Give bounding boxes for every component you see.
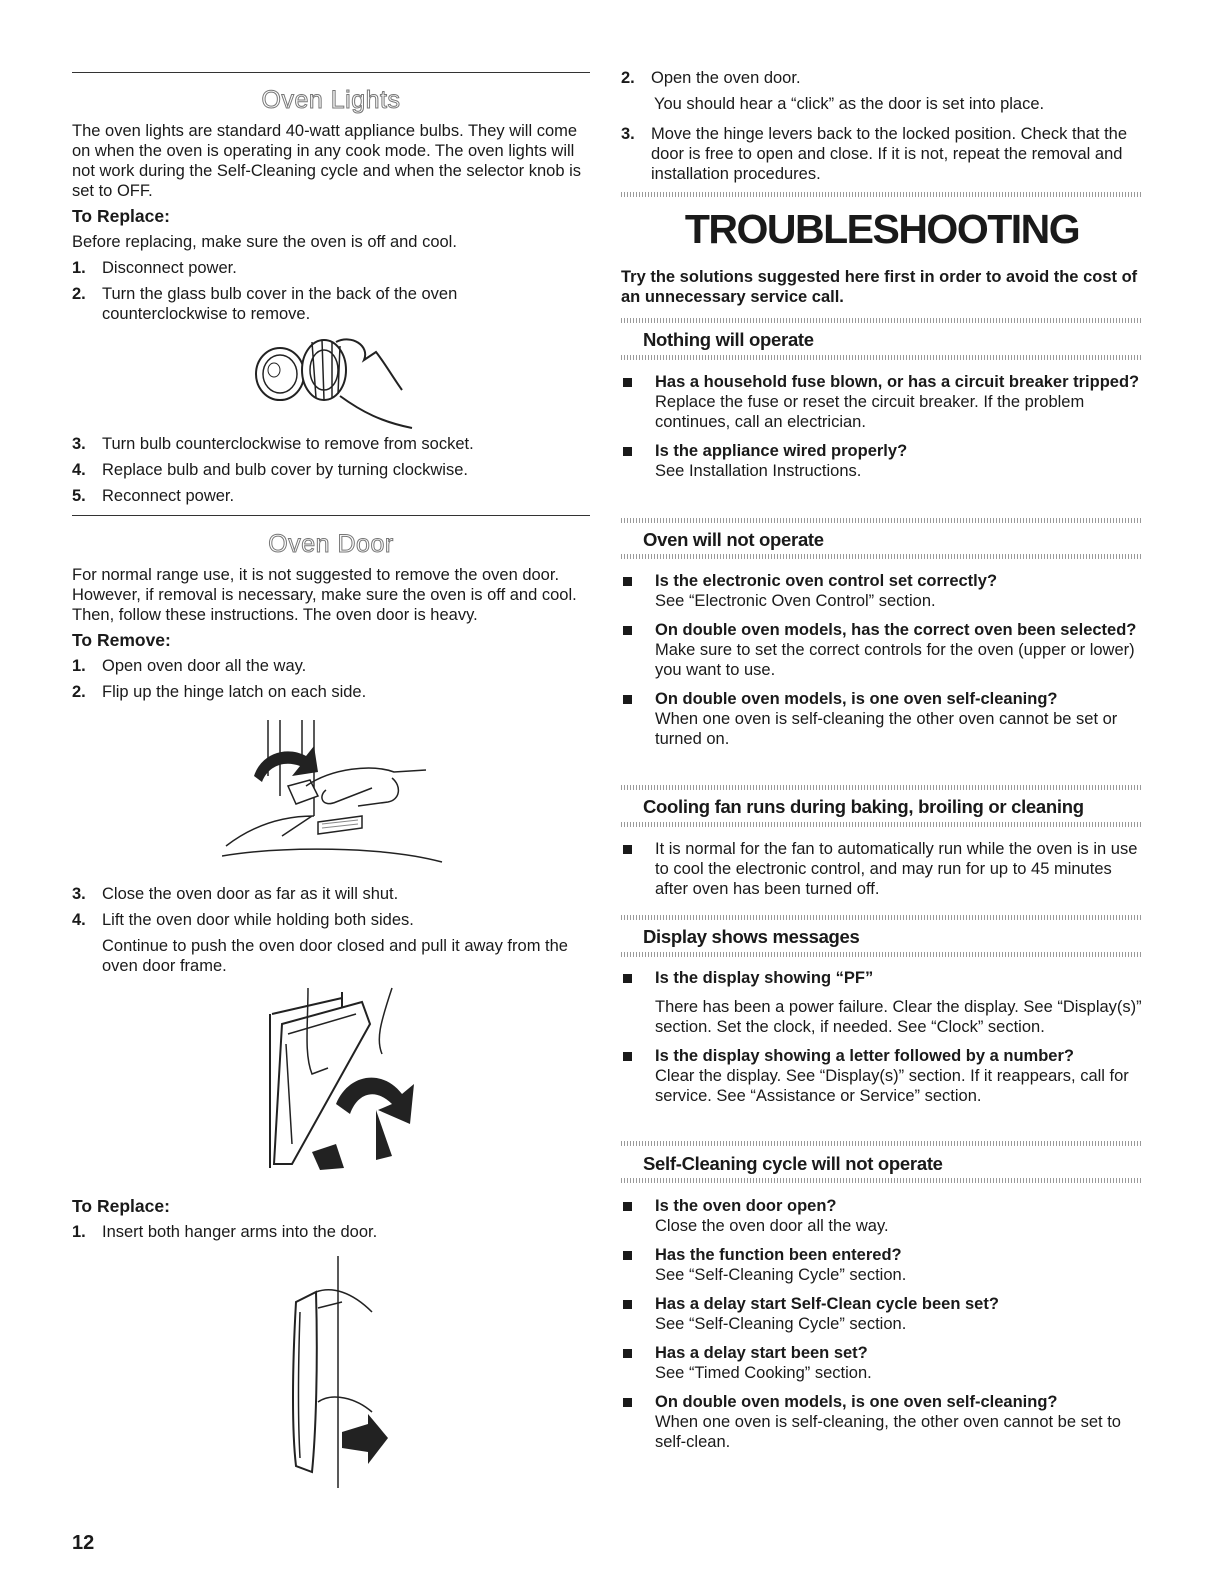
category-title: Cooling fan runs during baking, broiling or cleaning <box>643 796 1084 817</box>
door-replace-steps-cont <box>621 68 1143 88</box>
oven-lights-title: Oven Lights <box>261 86 401 114</box>
oven-door-intro: For normal range use, it is not suggested to remove the oven door. However, if removal is necessary, make sure the oven is off and cool. Then, follow these instructions. The oven door is heavy. <box>72 566 577 624</box>
list-item: On double oven models, has the correct oven been selected? Make sure to set the correct controls for the oven (upper or lower) you want to use. <box>621 620 1143 680</box>
list-item: Has a delay start Self-Clean cycle been set? See “Self-Cleaning Cycle” section. <box>621 1294 1143 1334</box>
bullet-icon <box>623 845 632 854</box>
bullet-icon <box>623 695 632 704</box>
bullet-icon <box>623 1202 632 1211</box>
list-item: Has the function been entered? See “Self-Cleaning Cycle” section. <box>621 1245 1143 1285</box>
hatch-divider <box>621 785 1143 790</box>
hanger-arm-illustration <box>272 1252 392 1492</box>
list-item: 1. Insert both hanger arms into the door. <box>72 1223 378 1241</box>
list-item: On double oven models, is one oven self-cleaning? When one oven is self-cleaning, the other oven cannot be set to self-clean. <box>621 1392 1143 1452</box>
category-items <box>621 968 1143 1115</box>
oven-door-title: Oven Door <box>268 530 394 558</box>
hatch-divider <box>621 355 1143 360</box>
troubleshooting-intro: Try the solutions suggested here first in order to avoid the cost of an unnecessary service call. <box>621 268 1138 306</box>
category-title: Nothing will operate <box>643 329 814 350</box>
lights-steps-b <box>72 434 590 506</box>
list-item: 1. Disconnect power. <box>72 259 237 277</box>
hatch-divider <box>621 822 1143 827</box>
list-item: 2. Flip up the hinge latch on each side. <box>72 683 367 701</box>
bullet-icon <box>623 1251 632 1260</box>
list-item: 2. Turn the glass bulb cover in the back of the oven counterclockwise to remove. <box>72 285 458 323</box>
lights-replace-heading: To Replace: <box>72 206 170 226</box>
list-item: 2. Open the oven door. <box>621 69 801 87</box>
bullet-icon <box>623 447 632 456</box>
hatch-divider <box>621 518 1143 523</box>
bullet-icon <box>623 974 632 983</box>
hatch-divider <box>621 318 1143 323</box>
door-lift-illustration <box>252 984 422 1174</box>
door-replace-steps <box>72 1222 590 1242</box>
list-item: Has a delay start been set? See “Timed Cooking” section. <box>621 1343 1143 1383</box>
bullet-icon <box>623 1398 632 1407</box>
door-remove-steps-a <box>72 656 590 702</box>
category-items <box>621 571 1143 758</box>
door-remove-steps-b <box>72 884 590 930</box>
category-title: Display shows messages <box>643 926 860 947</box>
hatch-divider <box>621 554 1143 559</box>
list-item: Is the oven door open? Close the oven door all the way. <box>621 1196 1143 1236</box>
list-item: Is the appliance wired properly? See Installation Instructions. <box>621 441 1143 481</box>
section-divider <box>72 515 590 516</box>
door-remove-note: Continue to push the oven door closed and pull it away from the oven door frame. <box>102 937 568 975</box>
door-replace-heading: To Replace: <box>72 1196 170 1216</box>
list-item: It is normal for the fan to automatically run while the oven is in use to cool the electronic control, and may run for up to 45 minutes after oven has been turned off. <box>621 839 1143 899</box>
category-items <box>621 839 1143 908</box>
list-item: Is the display showing “PF” There has been a power failure. Clear the display. See “Display(s)” section. Set the clock, if needed. See “Clock” section. <box>621 968 1143 1037</box>
lights-steps-a <box>72 258 502 324</box>
bullet-icon <box>623 577 632 586</box>
bullet-icon <box>623 1052 632 1061</box>
list-item: 1. Open oven door all the way. <box>72 657 307 675</box>
list-item: 3. Close the oven door as far as it will shut. <box>72 885 399 903</box>
door-remove-heading: To Remove: <box>72 630 171 650</box>
bullet-icon <box>623 1300 632 1309</box>
bullet-icon <box>623 626 632 635</box>
list-item: Is the display showing a letter followed by a number? Clear the display. See “Display(s)” section. If it reappears, call for service. See “Assistance or Service” section. <box>621 1046 1143 1106</box>
bullet-icon <box>623 1349 632 1358</box>
list-item: Is the electronic oven control set correctly? See “Electronic Oven Control” section. <box>621 571 1143 611</box>
section-divider <box>72 72 590 73</box>
category-items <box>621 372 1143 490</box>
hatch-divider <box>621 952 1143 957</box>
door-step2-note: You should hear a “click” as the door is set into place. <box>654 95 1045 113</box>
lights-replace-intro: Before replacing, make sure the oven is off and cool. <box>72 233 457 251</box>
category-title: Self-Cleaning cycle will not operate <box>643 1153 943 1174</box>
list-item: 3. Move the hinge levers back to the locked position. Check that the door is free to open and close. If it is not, repeat the removal and installation procedures. <box>621 125 1128 183</box>
category-title: Oven will not operate <box>643 529 824 550</box>
list-item: 5. Reconnect power. <box>72 487 235 505</box>
bulb-cover-illustration <box>252 332 482 432</box>
page-number: 12 <box>72 1532 95 1554</box>
list-item: 4. Lift the oven door while holding both sides. <box>72 911 414 929</box>
troubleshooting-title: TROUBLESHOOTING <box>684 206 1080 252</box>
hinge-latch-illustration <box>222 716 452 864</box>
oven-lights-intro: The oven lights are standard 40-watt appliance bulbs. They will come on when the oven is operating in any cook mode. The oven lights will not work during the Self-Cleaning cycle and when the selector knob is set to OFF. <box>72 122 582 200</box>
hatch-divider <box>621 1141 1143 1146</box>
list-item: Has a household fuse blown, or has a circuit breaker tripped? Replace the fuse or reset the circuit breaker. If the problem continues, call an electrician. <box>621 372 1143 432</box>
bullet-icon <box>623 378 632 387</box>
category-items <box>621 1196 1143 1461</box>
list-item: On double oven models, is one oven self-cleaning? When one oven is self-cleaning the other oven cannot be set or turned on. <box>621 689 1143 749</box>
door-replace-steps-cont-b <box>621 124 1143 184</box>
hatch-divider <box>621 192 1143 197</box>
list-item: 4. Replace bulb and bulb cover by turning clockwise. <box>72 461 468 479</box>
hatch-divider <box>621 1178 1143 1183</box>
list-item: 3. Turn bulb counterclockwise to remove from socket. <box>72 435 474 453</box>
hatch-divider <box>621 915 1143 920</box>
